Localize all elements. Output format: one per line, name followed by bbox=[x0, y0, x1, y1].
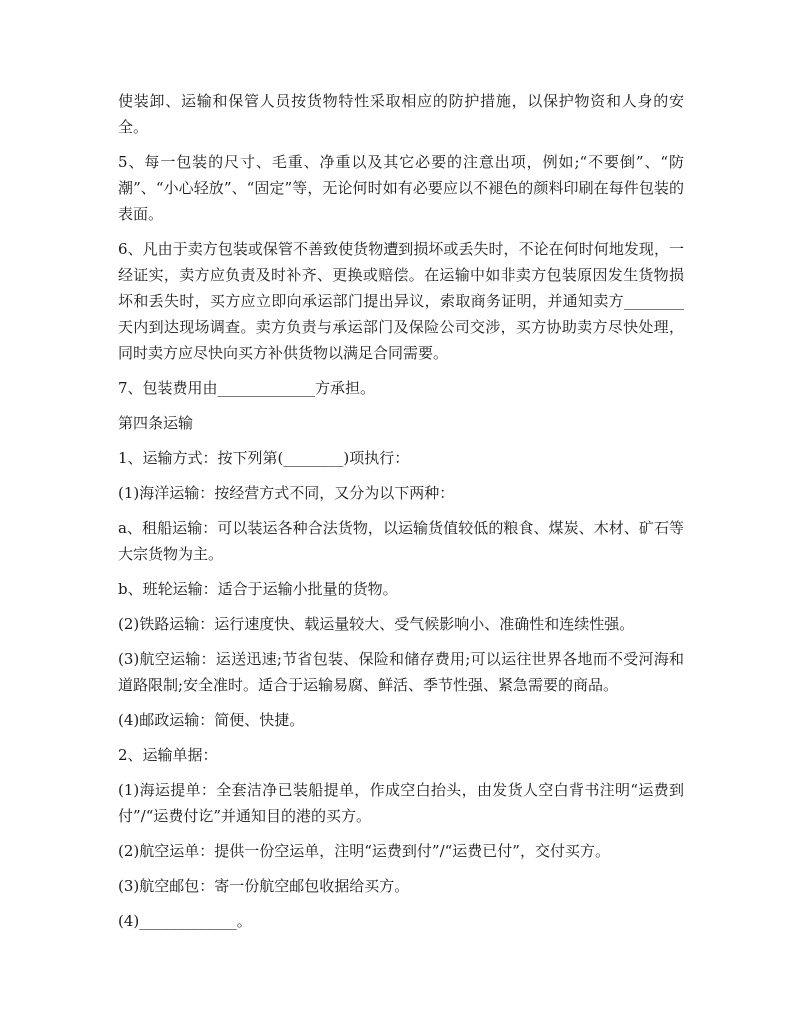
paragraph-liner-shipping: b、班轮运输：适合于运输小批量的货物。 bbox=[118, 580, 398, 598]
paragraph-ocean-bill-of-lading: (1)海运提单：全套洁净已装船提单，作成空白抬头，由发货人空白背书注明“运费到付”/“运费付讫”并通知目的港的买方。 bbox=[118, 781, 684, 825]
paragraph-charter-shipping: a、租船运输：可以装运各种合法货物，以运输货值较低的粮食、煤炭、木材、矿石等大宗货物为主。 bbox=[118, 519, 684, 563]
paragraph-transport-documents: 2、运输单据： bbox=[118, 746, 218, 764]
paragraph-ocean-transport: (1)海洋运输：按经营方式不同，又分为以下两种： bbox=[118, 484, 455, 502]
paragraph-safety-continued: 使装卸、运输和保管人员按货物特性采取相应的防护措施，以保护物资和人身的安全。 bbox=[118, 92, 684, 136]
document-page bbox=[118, 88, 684, 943]
paragraph-air-parcel: (3)航空邮包：寄一份航空邮包收据给买方。 bbox=[118, 877, 410, 895]
paragraph-item-6-damage-loss: 6、凡由于卖方包装或保管不善致使货物遭到损坏或丢失时，不论在何时何地发现，一经证实，卖方应负责及时补齐、更换或赔偿。在运输中如非卖方包装原因发生货物损坏和丢失时，买方应立即向承运部门提出异议，索取商务证明，并通知卖方________天内到达现场调查。卖方负责与承运部门及保险公司交涉，买方协助卖方尽快处理，同时卖方应尽快向买方补供货物以满足合同需要。 bbox=[118, 240, 684, 362]
paragraph-rail-transport: (2)铁路运输：运行速度快、载运量较大、受气候影响小、准确性和连续性强。 bbox=[118, 615, 635, 633]
section-heading-article-4-transport: 第四条运输 bbox=[118, 414, 194, 432]
paragraph-air-waybill: (2)航空运单：提供一份空运单，注明“运费到付”/“运费已付”，交付买方。 bbox=[118, 842, 610, 860]
paragraph-item-7-packaging-fee: 7、包装费用由_____________方承担。 bbox=[118, 379, 376, 397]
paragraph-transport-mode: 1、运输方式：按下列第(________)项执行： bbox=[118, 449, 410, 467]
paragraph-air-transport: (3)航空运输：运送迅速;节省包装、保险和储存费用;可以运往世界各地而不受河海和道路限制;安全准时。适合于运输易腐、鲜活、季节性强、紧急需要的商品。 bbox=[118, 650, 684, 694]
paragraph-item-4-blank: (4)_____________。 bbox=[118, 912, 252, 930]
paragraph-item-5-package-marks: 5、每一包装的尺寸、毛重、净重以及其它必要的注意出项，例如;“不要倒”、“防潮”、“小心轻放”、“固定”等，无论何时如有必要应以不褪色的颜料印刷在每件包装的表面。 bbox=[118, 153, 684, 223]
paragraph-postal-transport: (4)邮政运输：简便、快捷。 bbox=[118, 711, 305, 729]
